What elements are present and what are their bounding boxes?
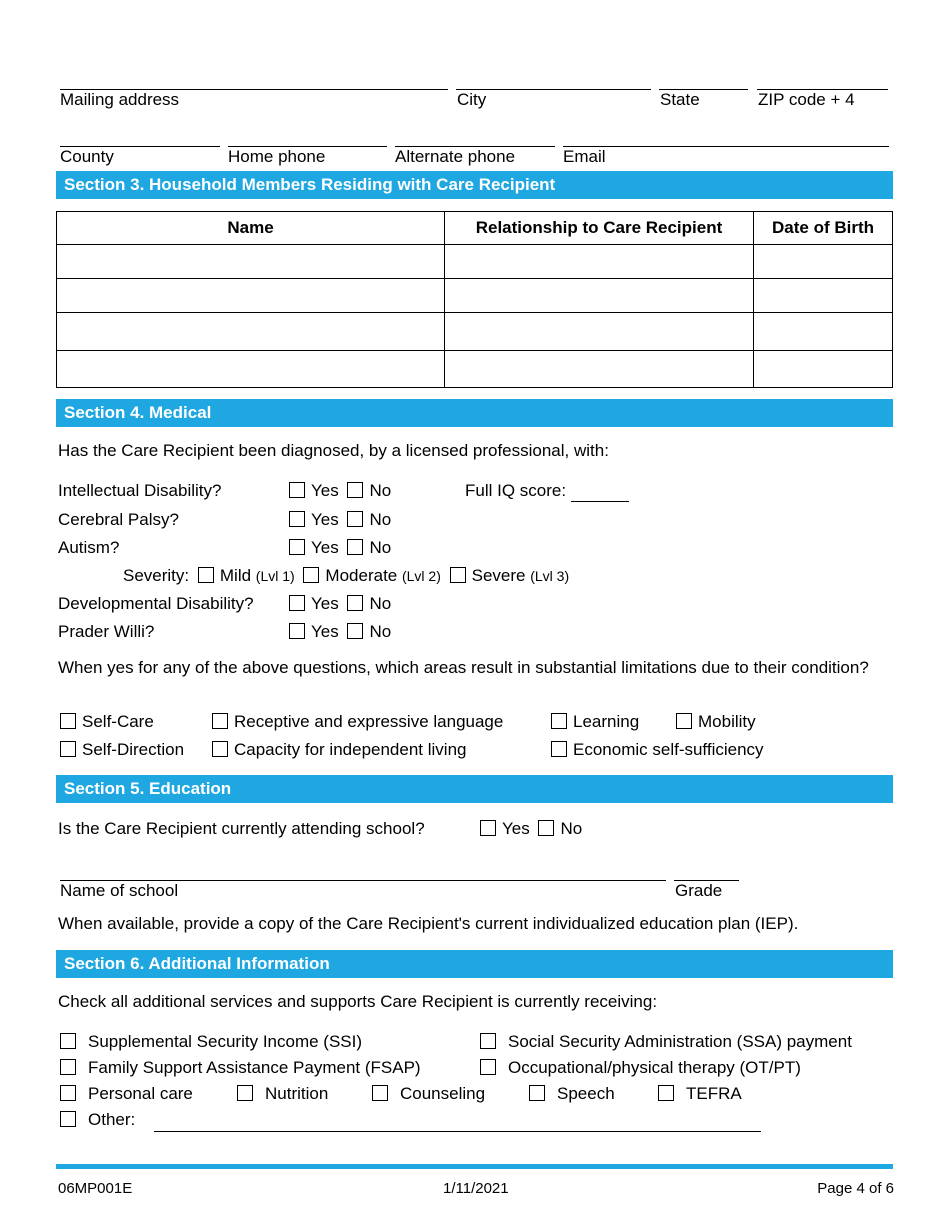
cell-name[interactable]	[57, 279, 445, 313]
developmental-options	[289, 593, 391, 615]
no-label: No	[369, 538, 392, 557]
full-iq-input[interactable]	[571, 485, 629, 502]
email-line[interactable]	[563, 146, 889, 147]
other-option	[60, 1109, 135, 1131]
nutrition-checkbox[interactable]	[237, 1085, 253, 1101]
mailing-address-label: Mailing address	[60, 90, 180, 109]
table-row	[57, 313, 893, 351]
independent-checkbox[interactable]	[212, 741, 228, 757]
section3-header: Section 3. Household Members Residing with Care Recipient	[56, 171, 893, 199]
developmental-yes-checkbox[interactable]	[289, 595, 305, 611]
alternate-phone-label: Alternate phone	[395, 147, 516, 166]
ssa-option	[480, 1031, 852, 1053]
county-label: County	[60, 147, 114, 166]
prader-yes-checkbox[interactable]	[289, 623, 305, 639]
email-label: Email	[563, 147, 606, 166]
no-label: No	[369, 481, 392, 500]
speech-option	[529, 1083, 615, 1105]
cell-name[interactable]	[57, 351, 445, 388]
tefra-label: TEFRA	[686, 1084, 742, 1103]
q-autism: Autism?	[58, 538, 120, 557]
state-label: State	[660, 90, 700, 109]
yes-label: Yes	[311, 538, 339, 557]
self-care-checkbox[interactable]	[60, 713, 76, 729]
yes-label: Yes	[311, 481, 339, 500]
language-option	[212, 711, 503, 733]
footer-rule	[56, 1164, 893, 1169]
section6-header: Section 6. Additional Information	[56, 950, 893, 978]
severe-label: Severe	[471, 566, 526, 585]
fsap-option	[60, 1057, 421, 1079]
independent-label: Capacity for independent living	[234, 740, 467, 759]
self-care-label: Self-Care	[82, 712, 154, 731]
intellectual-no-checkbox[interactable]	[347, 482, 363, 498]
nutrition-option	[237, 1083, 328, 1105]
q-prader: Prader Willi?	[58, 622, 155, 641]
cerebral-options	[289, 509, 391, 531]
fsap-checkbox[interactable]	[60, 1059, 76, 1075]
other-label: Other:	[88, 1110, 136, 1129]
grade-label: Grade	[675, 881, 723, 900]
self-care-option	[60, 711, 154, 733]
self-direction-option	[60, 739, 184, 761]
otpt-label: Occupational/physical therapy (OT/PT)	[508, 1058, 801, 1077]
yes-label: Yes	[311, 510, 339, 529]
cell-dob[interactable]	[754, 245, 893, 279]
q-intellectual: Intellectual Disability?	[58, 481, 222, 500]
limitations-question: When yes for any of the above questions, which areas result in substantial limitations due to their condition?	[58, 658, 869, 677]
col-relationship: Relationship to Care Recipient	[445, 212, 754, 245]
learning-option	[551, 711, 639, 733]
severity-row	[123, 565, 569, 587]
cell-name[interactable]	[57, 313, 445, 351]
form-date: 1/11/2021	[443, 1180, 509, 1197]
other-checkbox[interactable]	[60, 1111, 76, 1127]
economic-option	[551, 739, 764, 761]
mobility-checkbox[interactable]	[676, 713, 692, 729]
personal-care-option	[60, 1083, 193, 1105]
ssi-label: Supplemental Security Income (SSI)	[88, 1032, 363, 1051]
full-iq-label: Full IQ score:	[465, 481, 567, 500]
table-row	[57, 351, 893, 388]
cell-dob[interactable]	[754, 279, 893, 313]
tefra-checkbox[interactable]	[658, 1085, 674, 1101]
section4-header: Section 4. Medical	[56, 399, 893, 427]
yes-label: Yes	[311, 622, 339, 641]
independent-option	[212, 739, 466, 761]
cerebral-yes-checkbox[interactable]	[289, 511, 305, 527]
services-intro: Check all additional services and supports Care Recipient is currently receiving:	[58, 992, 658, 1011]
intellectual-yes-checkbox[interactable]	[289, 482, 305, 498]
section5-header: Section 5. Education	[56, 775, 893, 803]
ssi-checkbox[interactable]	[60, 1033, 76, 1049]
nutrition-label: Nutrition	[265, 1084, 329, 1103]
page-number: Page 4 of 6	[817, 1180, 894, 1197]
personal-care-checkbox[interactable]	[60, 1085, 76, 1101]
severe-level: (Lvl 3)	[530, 568, 570, 584]
language-label: Receptive and expressive language	[234, 712, 504, 731]
self-direction-checkbox[interactable]	[60, 741, 76, 757]
self-direction-label: Self-Direction	[82, 740, 185, 759]
form-id: 06MP001E	[58, 1180, 133, 1197]
learning-checkbox[interactable]	[551, 713, 567, 729]
q-cerebral: Cerebral Palsy?	[58, 510, 179, 529]
city-label: City	[457, 90, 487, 109]
full-iq-group	[465, 480, 629, 502]
severe-checkbox[interactable]	[450, 567, 466, 583]
fsap-label: Family Support Assistance Payment (FSAP)	[88, 1058, 421, 1077]
table-row	[57, 245, 893, 279]
mild-checkbox[interactable]	[198, 567, 214, 583]
school-question: Is the Care Recipient currently attending school?	[58, 819, 425, 838]
personal-care-label: Personal care	[88, 1084, 193, 1103]
mobility-label: Mobility	[698, 712, 756, 731]
otpt-checkbox[interactable]	[480, 1059, 496, 1075]
cell-relationship[interactable]	[445, 351, 754, 388]
cell-dob[interactable]	[754, 351, 893, 388]
mild-level: (Lvl 1)	[255, 568, 295, 584]
moderate-label: Moderate	[325, 566, 398, 585]
counseling-checkbox[interactable]	[372, 1085, 388, 1101]
school-no-checkbox[interactable]	[538, 820, 554, 836]
col-dob: Date of Birth	[754, 212, 893, 245]
no-label: No	[369, 510, 392, 529]
ssa-checkbox[interactable]	[480, 1033, 496, 1049]
prader-no-checkbox[interactable]	[347, 623, 363, 639]
iep-note: When available, provide a copy of the Care Recipient's current individualized education plan (IEP).	[58, 914, 799, 933]
otpt-option	[480, 1057, 801, 1079]
moderate-checkbox[interactable]	[303, 567, 319, 583]
speech-label: Speech	[557, 1084, 615, 1103]
cell-relationship[interactable]	[445, 279, 754, 313]
cell-relationship[interactable]	[445, 245, 754, 279]
intellectual-options	[289, 480, 391, 502]
medical-intro: Has the Care Recipient been diagnosed, by a licensed professional, with:	[58, 441, 609, 460]
tefra-option	[658, 1083, 742, 1105]
cell-relationship[interactable]	[445, 313, 754, 351]
no-label: No	[369, 622, 392, 641]
cell-name[interactable]	[57, 245, 445, 279]
severity-label: Severity:	[123, 566, 190, 585]
speech-checkbox[interactable]	[529, 1085, 545, 1101]
yes-label: Yes	[311, 594, 339, 613]
prader-options	[289, 621, 391, 643]
no-label: No	[369, 594, 392, 613]
school-yes-checkbox[interactable]	[480, 820, 496, 836]
moderate-level: (Lvl 2)	[401, 568, 441, 584]
table-row	[57, 279, 893, 313]
other-input-line[interactable]	[154, 1131, 761, 1132]
mild-label: Mild	[219, 566, 252, 585]
q-developmental: Developmental Disability?	[58, 594, 254, 613]
autism-no-checkbox[interactable]	[347, 539, 363, 555]
autism-yes-checkbox[interactable]	[289, 539, 305, 555]
language-checkbox[interactable]	[212, 713, 228, 729]
household-table	[56, 211, 893, 388]
yes-label: Yes	[502, 819, 530, 838]
counseling-option	[372, 1083, 485, 1105]
cell-dob[interactable]	[754, 313, 893, 351]
ssa-label: Social Security Administration (SSA) payment	[508, 1032, 852, 1051]
col-name: Name	[57, 212, 445, 245]
counseling-label: Counseling	[400, 1084, 486, 1103]
school-name-label: Name of school	[60, 881, 179, 900]
ssi-option	[60, 1031, 362, 1053]
zip-label: ZIP code + 4	[758, 90, 855, 109]
school-options	[480, 818, 582, 840]
developmental-no-checkbox[interactable]	[347, 595, 363, 611]
learning-label: Learning	[573, 712, 640, 731]
home-phone-label: Home phone	[228, 147, 326, 166]
economic-label: Economic self-sufficiency	[573, 740, 764, 759]
economic-checkbox[interactable]	[551, 741, 567, 757]
no-label: No	[560, 819, 583, 838]
cerebral-no-checkbox[interactable]	[347, 511, 363, 527]
mobility-option	[676, 711, 756, 733]
autism-options	[289, 537, 391, 559]
